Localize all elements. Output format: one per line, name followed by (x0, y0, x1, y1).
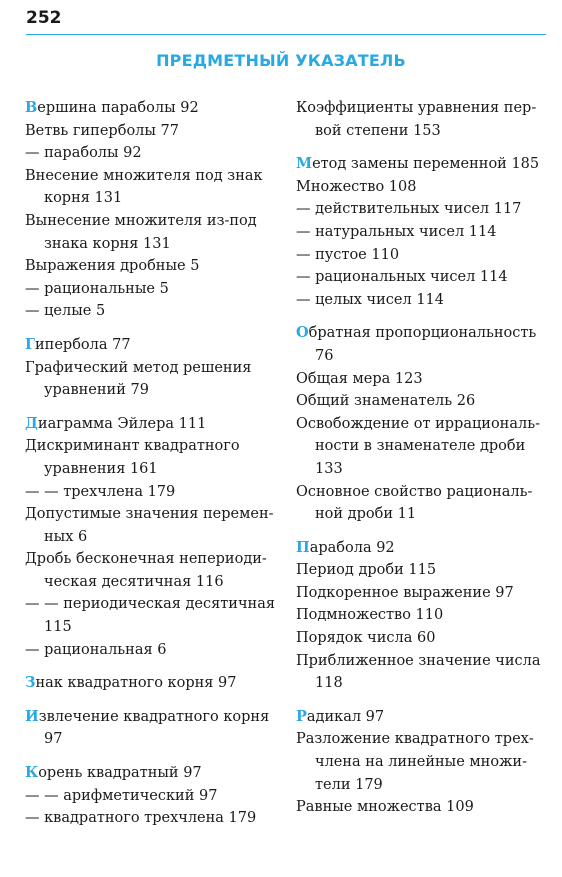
index-entry-text: нак квадратного корня 97 (35, 675, 237, 692)
index-entry (296, 322, 552, 367)
index-entry: — рациональные 5 (25, 280, 169, 297)
index-entry (25, 672, 283, 695)
section-initial-letter: З (25, 674, 36, 692)
index-entry: Допустимые значения переменных 6 (25, 506, 274, 545)
index-entry (296, 706, 552, 729)
index-entry (25, 706, 283, 751)
page-title: ПРЕДМЕТНЫЙ УКАЗАТЕЛЬ (156, 51, 406, 70)
section-initial-letter: П (296, 538, 310, 556)
index-entry (296, 537, 552, 560)
index-entry: Коэффициенты уравнения первой степени 153 (296, 100, 537, 139)
index-entry: Разложение квадратного трехчлена на линейные множители 179 (296, 731, 534, 793)
index-entry: — рациональных чисел 114 (296, 269, 508, 286)
index-entry: Освобождение от иррациональности в знаменателе дроби 133 (296, 415, 541, 477)
index-entry-text: адикал 97 (306, 708, 385, 725)
section-initial-letter: Д (25, 414, 38, 432)
section-initial-letter: И (25, 707, 39, 725)
index-entry: — натуральных чисел 114 (296, 223, 497, 240)
index-entry: — пустое 110 (296, 246, 400, 263)
index-entry-text: ипербола 77 (35, 336, 131, 353)
index-column-right (296, 97, 552, 819)
index-entry (25, 762, 283, 785)
index-entry-text: ершина параболы 92 (37, 100, 199, 116)
index-entry: Множество 108 (296, 178, 417, 195)
section-initial-letter: О (296, 324, 309, 342)
index-entry: — — периодическая десятичная 115 (25, 596, 275, 636)
index-entry: Дробь бесконечная непериодическая десятичная 116 (25, 551, 267, 590)
section-initial-letter: Г (25, 335, 36, 353)
section-initial-letter: В (25, 99, 38, 116)
index-entry: — — арифметический 97 (25, 787, 218, 804)
index-entry: — целые 5 (25, 303, 106, 320)
index-entry: — — трехчлена 179 (25, 483, 176, 500)
index-entry: Выражения дробные 5 (25, 258, 200, 275)
index-entry (296, 153, 552, 176)
index-entry: Период дроби 115 (296, 562, 437, 579)
header-rule (26, 34, 546, 35)
index-entry-text: звлечение квадратного корня 97 (38, 708, 270, 748)
index-entry-text: братная пропорциональность 76 (308, 325, 537, 364)
index-entry: Общий знаменатель 26 (296, 393, 476, 410)
index-entry: Приближенное значение числа 118 (296, 652, 541, 692)
index-entry: — квадратного трехчлена 179 (25, 810, 257, 827)
page-number: 252 (26, 8, 62, 28)
index-entry: — параболы 92 (25, 145, 142, 162)
section-initial-letter: Р (296, 707, 307, 725)
index-entry (25, 413, 283, 436)
index-entry: — рациональная 6 (25, 641, 167, 658)
index-entry: Основное свойство рациональной дроби 11 (296, 483, 533, 523)
index-entry-text: етод замены переменной 185 (312, 156, 540, 173)
index-entry: Подкоренное выражение 97 (296, 584, 514, 601)
index-entry (25, 334, 283, 357)
index-entry: Ветвь гиперболы 77 (25, 122, 179, 139)
index-entry: Вынесение множителя из-под знака корня 131 (25, 212, 257, 252)
index-entry: Дискриминант квадратного уравнения 161 (25, 438, 240, 477)
index-entry: Подмножество 110 (296, 607, 444, 624)
index-entry (25, 97, 283, 120)
index-entry-text: арабола 92 (309, 539, 395, 556)
index-entry: Равные множества 109 (296, 799, 474, 816)
section-initial-letter: К (25, 764, 39, 782)
index-entry: — действительных чисел 117 (296, 201, 522, 218)
index-entry: — целых чисел 114 (296, 291, 445, 308)
index-entry-text: иаграмма Эйлера 111 (37, 415, 207, 432)
index-entry-text: орень квадратный 97 (38, 765, 202, 782)
index-entry: Общая мера 123 (296, 370, 423, 387)
index-column-left (25, 97, 283, 830)
section-initial-letter: М (296, 155, 313, 173)
index-entry: Внесение множителя под знак корня 131 (25, 167, 263, 207)
index-entry: Порядок числа 60 (296, 630, 436, 647)
index-entry: Графический метод решения уравнений 79 (25, 359, 252, 399)
